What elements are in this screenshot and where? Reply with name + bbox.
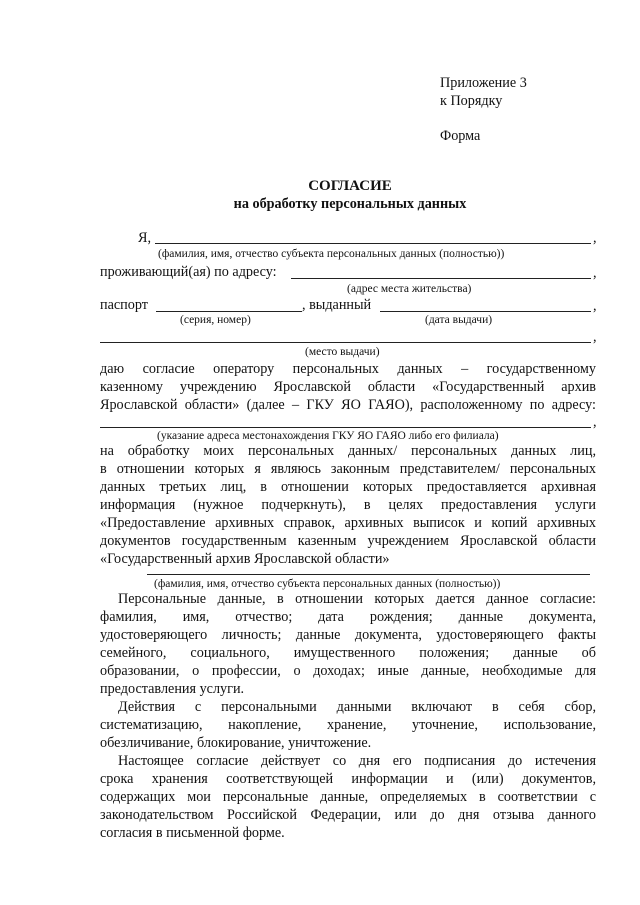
purpose-line: информация (нужное подчеркнуть), в целях предоставления услуги (100, 497, 596, 513)
i-label: Я, (138, 230, 152, 246)
purpose-line: данных третьих лиц, в отношении которых предоставляется архивная (100, 479, 596, 495)
subject-field-line[interactable] (147, 574, 590, 575)
archive-address-line[interactable] (100, 427, 591, 428)
personal-data-line: предоставления услуги. (100, 681, 245, 697)
purpose-line: на обработку моих персональных данных/ персональных данных лиц, (100, 443, 596, 459)
document-subtitle: на обработку персональных данных (233, 196, 467, 212)
term-line: срока хранения соответствующей информации и (или) документов, (100, 771, 596, 787)
place-caption: (место выдачи) (305, 346, 380, 358)
purpose-line: в отношении которых я являюсь законным представителем/ персональных (100, 461, 596, 477)
purpose-line: документов государственным казенным учреждением Ярославской области (100, 533, 596, 549)
purpose-line: «Предоставление архивных справок, архивных выписок и копий архивных (100, 515, 596, 531)
consent-line: казенному учреждению Ярославской области «Государственный архив (100, 379, 596, 395)
actions-line: Действия с персональными данными включают в себя сбор, (118, 699, 596, 715)
personal-data-line: образовании, о профессии, о доходах; иные данные, необходимые для (100, 663, 596, 679)
issued-date-line[interactable] (380, 311, 591, 312)
term-line: Настоящее согласие действует со дня его подписания до истечения (118, 753, 596, 769)
archive-address-end: , (593, 414, 597, 430)
archive-address-caption: (указание адреса местонахождения ГКУ ЯО ГАЯО либо его филиала) (157, 430, 499, 442)
appendix-label: Приложение 3 (440, 75, 527, 91)
address-field-line[interactable] (291, 278, 591, 279)
passport-series-line[interactable] (156, 311, 302, 312)
address-caption: (адрес места жительства) (347, 283, 472, 295)
personal-data-line: фамилия, имя, отчество; дата рождения; данные документа, (100, 609, 596, 625)
issued-end: , (593, 298, 597, 314)
fio-field-line[interactable] (155, 243, 591, 244)
address-field-end: , (593, 265, 597, 281)
consent-line: Ярославской области» (далее – ГКУ ЯО ГАЯО), расположенному по адресу: (100, 397, 596, 413)
issued-label: , выданный (302, 297, 372, 313)
form-label: Форма (440, 128, 481, 144)
place-field-end: , (593, 329, 597, 345)
passport-label: паспорт (100, 297, 148, 313)
fio-caption: (фамилия, имя, отчество субъекта персональных данных (полностью)) (158, 248, 505, 260)
date-caption: (дата выдачи) (425, 314, 493, 326)
personal-data-line: удостоверяющего личность; данные документа, удостоверяющего факты (100, 627, 596, 643)
subject-caption: (фамилия, имя, отчество субъекта персональных данных (полностью)) (154, 578, 501, 590)
fio-field-end: , (593, 230, 597, 246)
actions-line: систематизацию, накопление, хранение, уточнение, использование, (100, 717, 596, 733)
series-caption: (серия, номер) (180, 314, 251, 326)
document-title: СОГЛАСИЕ (308, 178, 392, 194)
term-line: содержащих мои персональные данные, определяемых в соответствии с (100, 789, 596, 805)
address-label: проживающий(ая) по адресу: (100, 264, 277, 280)
place-field-line[interactable] (100, 342, 591, 343)
term-line: законодательством Российской Федерации, или до дня отзыва данного (100, 807, 596, 823)
purpose-line: «Государственный архив Ярославской области» (100, 551, 390, 567)
personal-data-line: семейного, социального, имущественного положения; данные об (100, 645, 596, 661)
actions-line: обезличивание, блокирование, уничтожение. (100, 735, 372, 751)
term-line: согласия в письменной форме. (100, 825, 285, 841)
order-label: к Порядку (440, 93, 503, 109)
personal-data-line: Персональные данные, в отношении которых дается данное согласие: (118, 591, 596, 607)
consent-line: даю согласие оператору персональных данных – государственному (100, 361, 596, 377)
